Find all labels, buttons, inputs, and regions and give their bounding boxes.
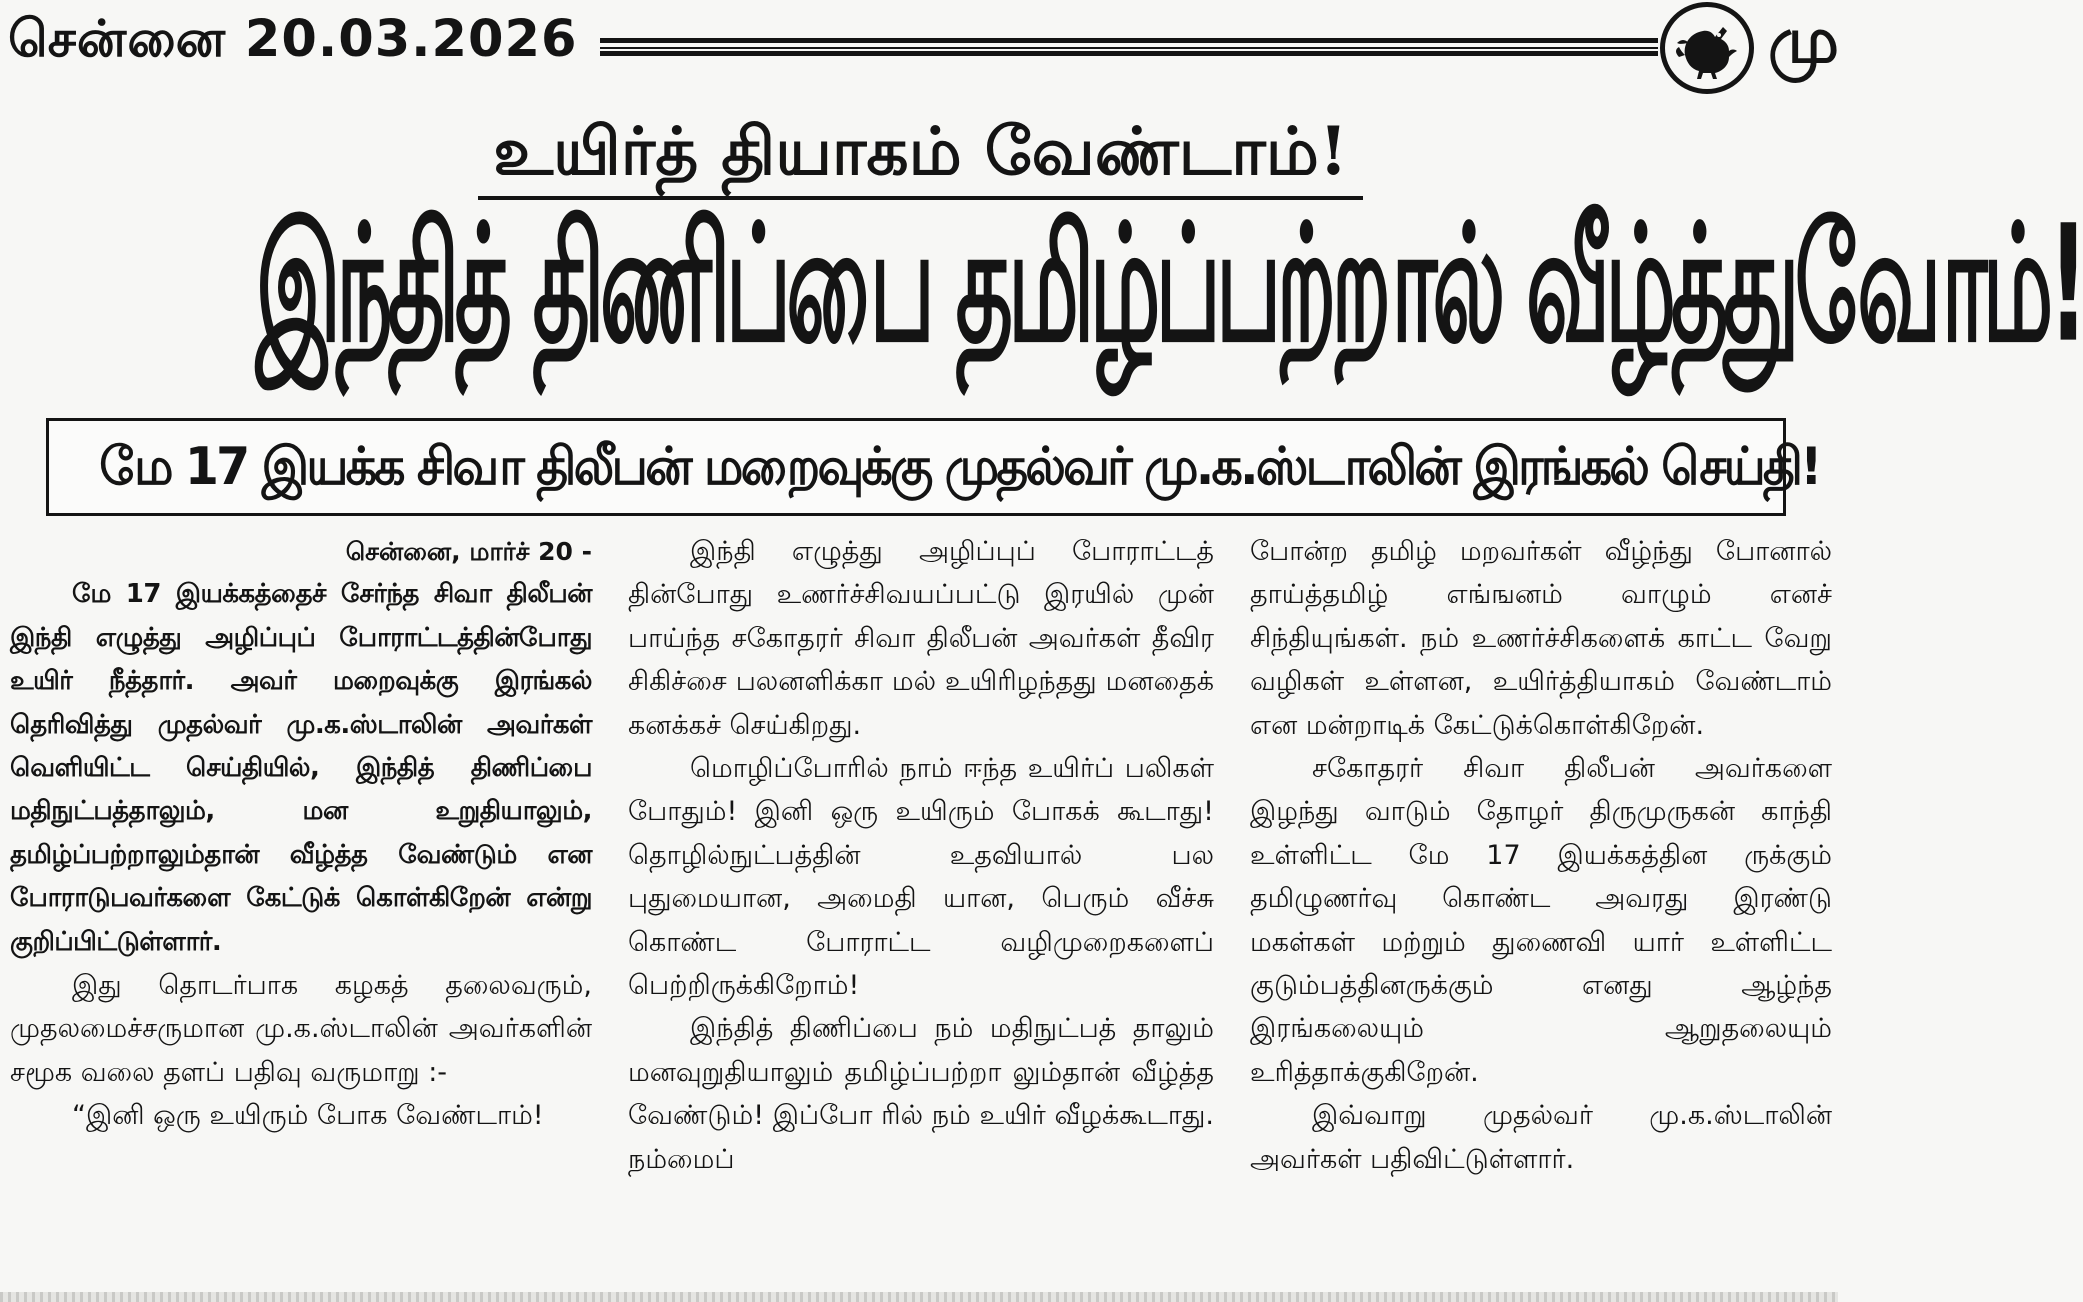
subhead: மே 17 இயக்க சிவா திலீபன் மறைவுக்கு முதல்வர் மு.க.ஸ்டாலின் இரங்கல் செய்தி!: [99, 437, 1820, 497]
lead-paragraph: மே 17 இயக்கத்தைச் சேர்ந்த சிவா திலீபன் இந்தி எழுத்து அழிப்புப் போராட்டத்தின்போது உயிர் நீத்தார். அவர் மறைவுக்கு இரங்கல் தெரிவித்து முதல்வர் மு.க.ஸ்டாலின் அவர்கள் வெளியிட்ட செய்தியில், இந்தித் திணிப்பை மதிநுட்பத்தாலும், மன உறுதியாலும், தமிழ்ப்பற்றாலும்தான் வீழ்த்த வேண்டும் என போராடுபவர்களை கேட்டுக் கொள்கிறேன் என்று குறிப்பிட்டுள்ளார்.: [10, 579, 592, 957]
page-edge: [0, 1292, 1838, 1302]
masthead-rule: [600, 38, 1658, 56]
article-column-2: [628, 530, 1214, 1181]
byline: சென்னை, மார்ச் 20 -: [345, 537, 592, 566]
kicker-headline: உயிர்த் தியாகம் வேண்டாம்!: [478, 108, 1363, 200]
main-headline: இந்தித் திணிப்பை தமிழ்ப்பற்றால் வீழ்த்துவோம்!: [255, 190, 2083, 378]
subhead-box: [46, 418, 1820, 516]
article-paragraph: இந்தி எழுத்து அழிப்புப் போராட்டத் தின்போது உணர்ச்சிவயப்பட்டு இரயில் முன் பாய்ந்த சகோதரர் சிவா திலீபன் அவர்கள் தீவிர சிகிச்சை பலனளிக்கா மல் உயிரிழந்தது மனதைக் கனக்கச் செய்கிறது.: [628, 536, 1214, 741]
quote-opening: “இனி ஒரு உயிரும் போக வேண்டாம்!: [72, 1100, 544, 1132]
article-paragraph: இந்தித் திணிப்பை நம் மதிநுட்பத் தாலும் மனவுறுதியாலும் தமிழ்ப்பற்றா லும்தான் வீழ்த்த வேண்டும்! இப்போ ரில் நம் உயிர் வீழக்கூடாது. நம்மைப்: [628, 1013, 1214, 1175]
article-paragraph: மொழிப்போரில் நாம் ஈந்த உயிர்ப் பலிகள் போதும்! இனி ஒரு உயிரும் போகக் கூடாது! தொழில்நுட்பத்தின் உதவியால் பல புதுமையான, அமைதி யான, பெரும் வீச்சு கொண்ட போராட்ட வழிமுறைகளைப் பெற்றிருக்கிறோம்!: [628, 753, 1214, 1002]
paper-name: மு: [1768, 4, 1840, 78]
rooster-emblem-icon: [1660, 2, 1754, 94]
dateline: சென்னை 20.03.2026: [8, 10, 578, 69]
article-paragraph: இவ்வாறு முதல்வர் மு.க.ஸ்டாலின் அவர்கள் பதிவிட்டுள்ளார்.: [1250, 1100, 1832, 1175]
article-paragraph: சகோதரர் சிவா திலீபன் அவர்களை இழந்து வாடும் தோழர் திருமுருகன் காந்தி உள்ளிட்ட மே 17 இயக்கத்தின ருக்கும் தமிழுணர்வு கொண்ட அவரது இரண்டு மகள்கள் மற்றும் துணைவி யார் உள்ளிட்ட குடும்பத்தினருக்கும் எனது ஆழ்ந்த இரங்கலையும் ஆறுதலையும் உரித்தாக்குகிறேன்.: [1250, 753, 1832, 1088]
article-paragraph: இது தொடர்பாக கழகத் தலைவரும், முதலமைச்சருமான மு.க.ஸ்டாலின் அவர்களின் சமூக வலை தளப் பதிவு வருமாறு :-: [10, 970, 592, 1088]
masthead: [0, 0, 1838, 96]
article-column-1: [10, 530, 592, 1138]
article-column-3: [1250, 530, 1832, 1181]
article-paragraph: போன்ற தமிழ் மறவர்கள் வீழ்ந்து போனால் தாய்த்தமிழ் எங்ஙனம் வாழும் எனச் சிந்தியுங்கள். நம் உணர்ச்சிகளைக் காட்ட வேறு வழிகள் உள்ளன, உயிர்த்தியாகம் வேண்டாம் என மன்றாடிக் கேட்டுக்கொள்கிறேன்.: [1250, 536, 1832, 741]
